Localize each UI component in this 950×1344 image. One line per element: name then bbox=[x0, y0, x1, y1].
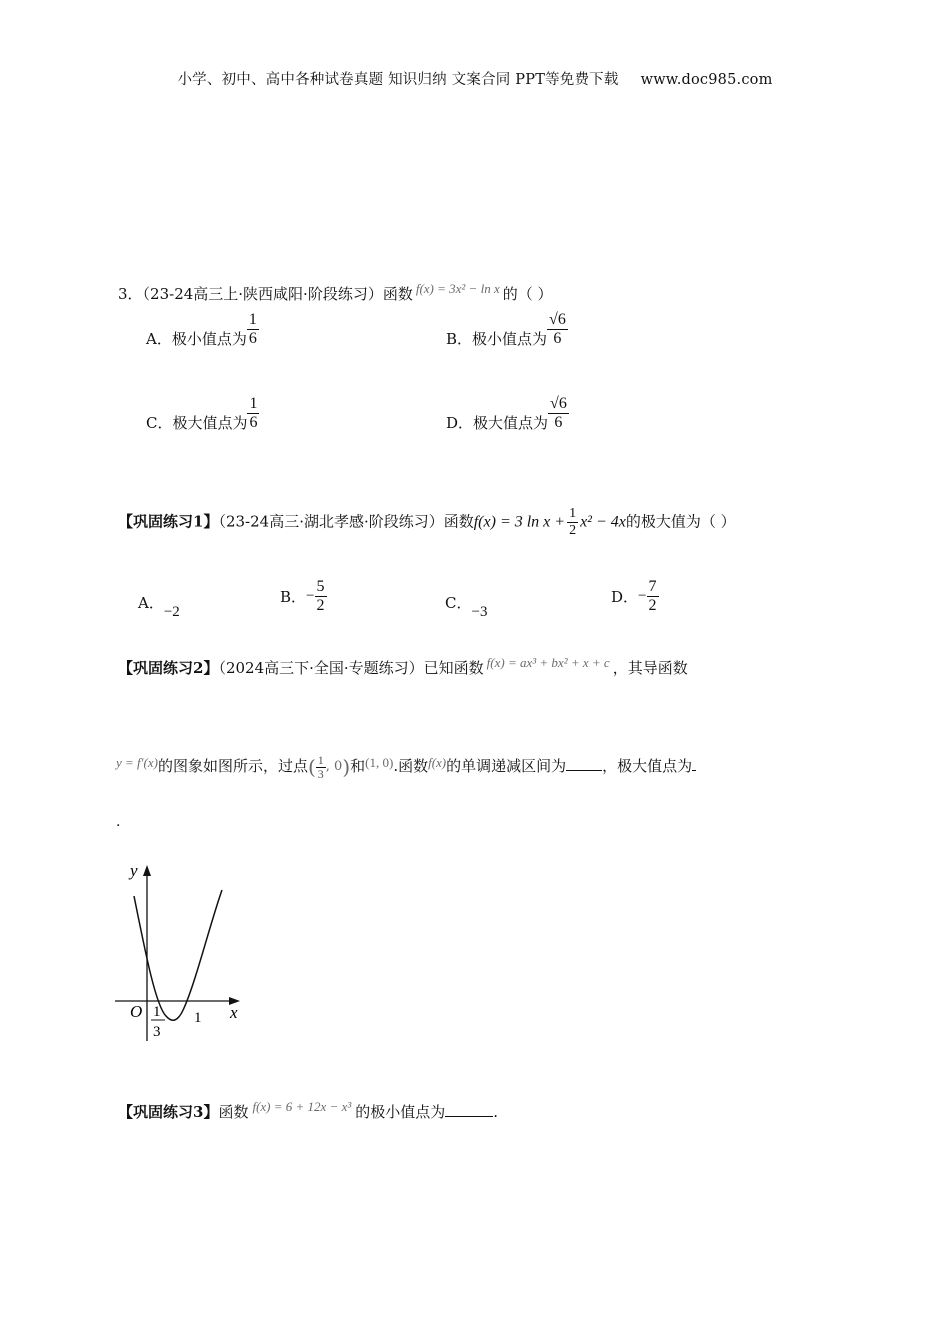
p2-text-a: 的图象如图所示，过点 bbox=[157, 757, 308, 775]
q3-option-c bbox=[146, 394, 259, 433]
practice-2-line2: y = f′(x)的图象如图所示，过点( $\frac{1}{3}$ , 0)和(1, 0).函数f(x)的单调递减区间为 ，极大值点为 bbox=[116, 752, 696, 781]
option-label: C． bbox=[445, 594, 472, 612]
option-sign: − bbox=[306, 588, 315, 604]
p2-text-d: 的单调递减区间为 bbox=[446, 757, 567, 775]
fraction bbox=[247, 311, 259, 348]
root1-den: 3 bbox=[153, 1024, 161, 1040]
fraction-den: 3 bbox=[317, 766, 324, 781]
fraction-den: 6 bbox=[249, 413, 258, 431]
option-value: −2 bbox=[163, 604, 180, 620]
p2-text-e: ，极大值点为 bbox=[602, 757, 693, 775]
fraction bbox=[247, 395, 259, 432]
fraction-den: 6 bbox=[553, 329, 562, 347]
root2-label: 1 bbox=[194, 1010, 202, 1026]
option-label: C．极大值点为 bbox=[146, 414, 248, 432]
fraction bbox=[315, 578, 327, 615]
p2-text-c: .函数 bbox=[393, 757, 429, 775]
p1-option-a bbox=[138, 592, 180, 621]
fraction-num: 7 bbox=[648, 578, 657, 595]
p2-trailing-dot: . bbox=[116, 814, 121, 830]
option-sign: − bbox=[638, 588, 647, 604]
practice-suffix: 的极大值为（ ） bbox=[625, 512, 736, 531]
header-url[interactable]: www.doc985.com bbox=[640, 72, 773, 88]
fraction-num: 1 bbox=[248, 310, 257, 328]
option-label: D． bbox=[611, 588, 639, 606]
root1-num: 1 bbox=[153, 1004, 161, 1020]
practice-source: （2024高三下·全国·专题练习）已知函数 bbox=[218, 659, 484, 677]
q3-prefix: 3．（23-24高三上·陕西咸阳·阶段练习）函数 bbox=[118, 285, 413, 303]
p3-prefix: 函数 bbox=[218, 1103, 249, 1121]
fraction-num: 1 bbox=[249, 394, 258, 412]
fraction bbox=[567, 506, 578, 539]
point1-tail: , 0 bbox=[325, 759, 343, 774]
fraction bbox=[548, 395, 569, 432]
practice-3-stem bbox=[118, 1096, 498, 1123]
q3-option-a bbox=[146, 310, 259, 349]
p3-end: . bbox=[493, 1103, 499, 1121]
fraction-den: 6 bbox=[248, 329, 257, 347]
fraction-num: 5 bbox=[316, 578, 325, 595]
p1-function-rhs: x² − 4x bbox=[580, 513, 626, 531]
y-axis-arrow bbox=[143, 865, 151, 876]
x-label: x bbox=[230, 1003, 238, 1022]
p2-function: f(x) = ax³ + bx² + x + c bbox=[486, 655, 610, 670]
practice-tag: 【巩固练习1】 bbox=[118, 512, 219, 531]
p1-option-c bbox=[445, 592, 487, 621]
answer-blank[interactable] bbox=[692, 754, 696, 771]
fraction-den: 6 bbox=[554, 413, 563, 431]
p1-option-b bbox=[280, 578, 327, 615]
option-label: A． bbox=[138, 594, 164, 612]
fraction bbox=[547, 311, 568, 348]
p2-text-b: 和 bbox=[350, 757, 366, 775]
fraction-den: 2 bbox=[648, 597, 657, 614]
derivative-label: y = f′(x) bbox=[116, 755, 158, 770]
option-label: D．极大值点为 bbox=[446, 414, 549, 432]
fx-label: f(x) bbox=[428, 755, 447, 770]
option-label: B．极小值点为 bbox=[446, 330, 548, 348]
fraction bbox=[316, 754, 326, 781]
practice-tag: 【巩固练习3】 bbox=[118, 1103, 219, 1121]
q3-option-d bbox=[446, 394, 569, 433]
answer-blank[interactable] bbox=[445, 1100, 493, 1117]
option-value: −3 bbox=[471, 604, 488, 620]
practice-suffix: ，其导函数 bbox=[612, 659, 688, 677]
p1-option-d bbox=[611, 578, 659, 615]
q3-function: f(x) = 3x² − ln x bbox=[415, 281, 500, 296]
practice-tag: 【巩固练习2】 bbox=[118, 659, 219, 677]
q3-suffix: 的（ ） bbox=[502, 285, 553, 303]
page-header bbox=[0, 68, 950, 89]
fraction-num: √6 bbox=[550, 394, 567, 412]
option-label: B． bbox=[280, 588, 307, 606]
question-3-stem bbox=[118, 278, 553, 305]
header-text: 小学、初中、高中各种试卷真题 知识归纳 文案合同 PPT等免费下载 bbox=[177, 72, 619, 88]
p1-function-lhs: f(x) = 3 ln x + bbox=[473, 513, 566, 531]
fraction-num: 1 bbox=[317, 752, 324, 767]
practice-source: （23-24高三·湖北孝感·阶段练习）函数 bbox=[218, 512, 474, 531]
derivative-graph bbox=[110, 856, 260, 1051]
option-label: A．极小值点为 bbox=[146, 330, 247, 348]
p3-suffix: 的极小值点为 bbox=[355, 1103, 446, 1121]
fraction-num: 1 bbox=[569, 506, 577, 521]
point2: (1, 0) bbox=[365, 755, 394, 770]
fraction-num: √6 bbox=[549, 310, 566, 328]
y-label: y bbox=[130, 861, 138, 880]
fraction-den: 2 bbox=[316, 597, 325, 614]
p3-function: f(x) = 6 + 12x − x³ bbox=[252, 1099, 352, 1114]
practice-2-stem bbox=[118, 652, 688, 679]
practice-1-stem bbox=[118, 506, 736, 539]
answer-blank[interactable] bbox=[566, 754, 602, 771]
origin-label: O bbox=[130, 1002, 143, 1021]
fraction bbox=[647, 578, 659, 615]
q3-option-b bbox=[446, 310, 568, 349]
fraction-den: 2 bbox=[569, 523, 577, 538]
